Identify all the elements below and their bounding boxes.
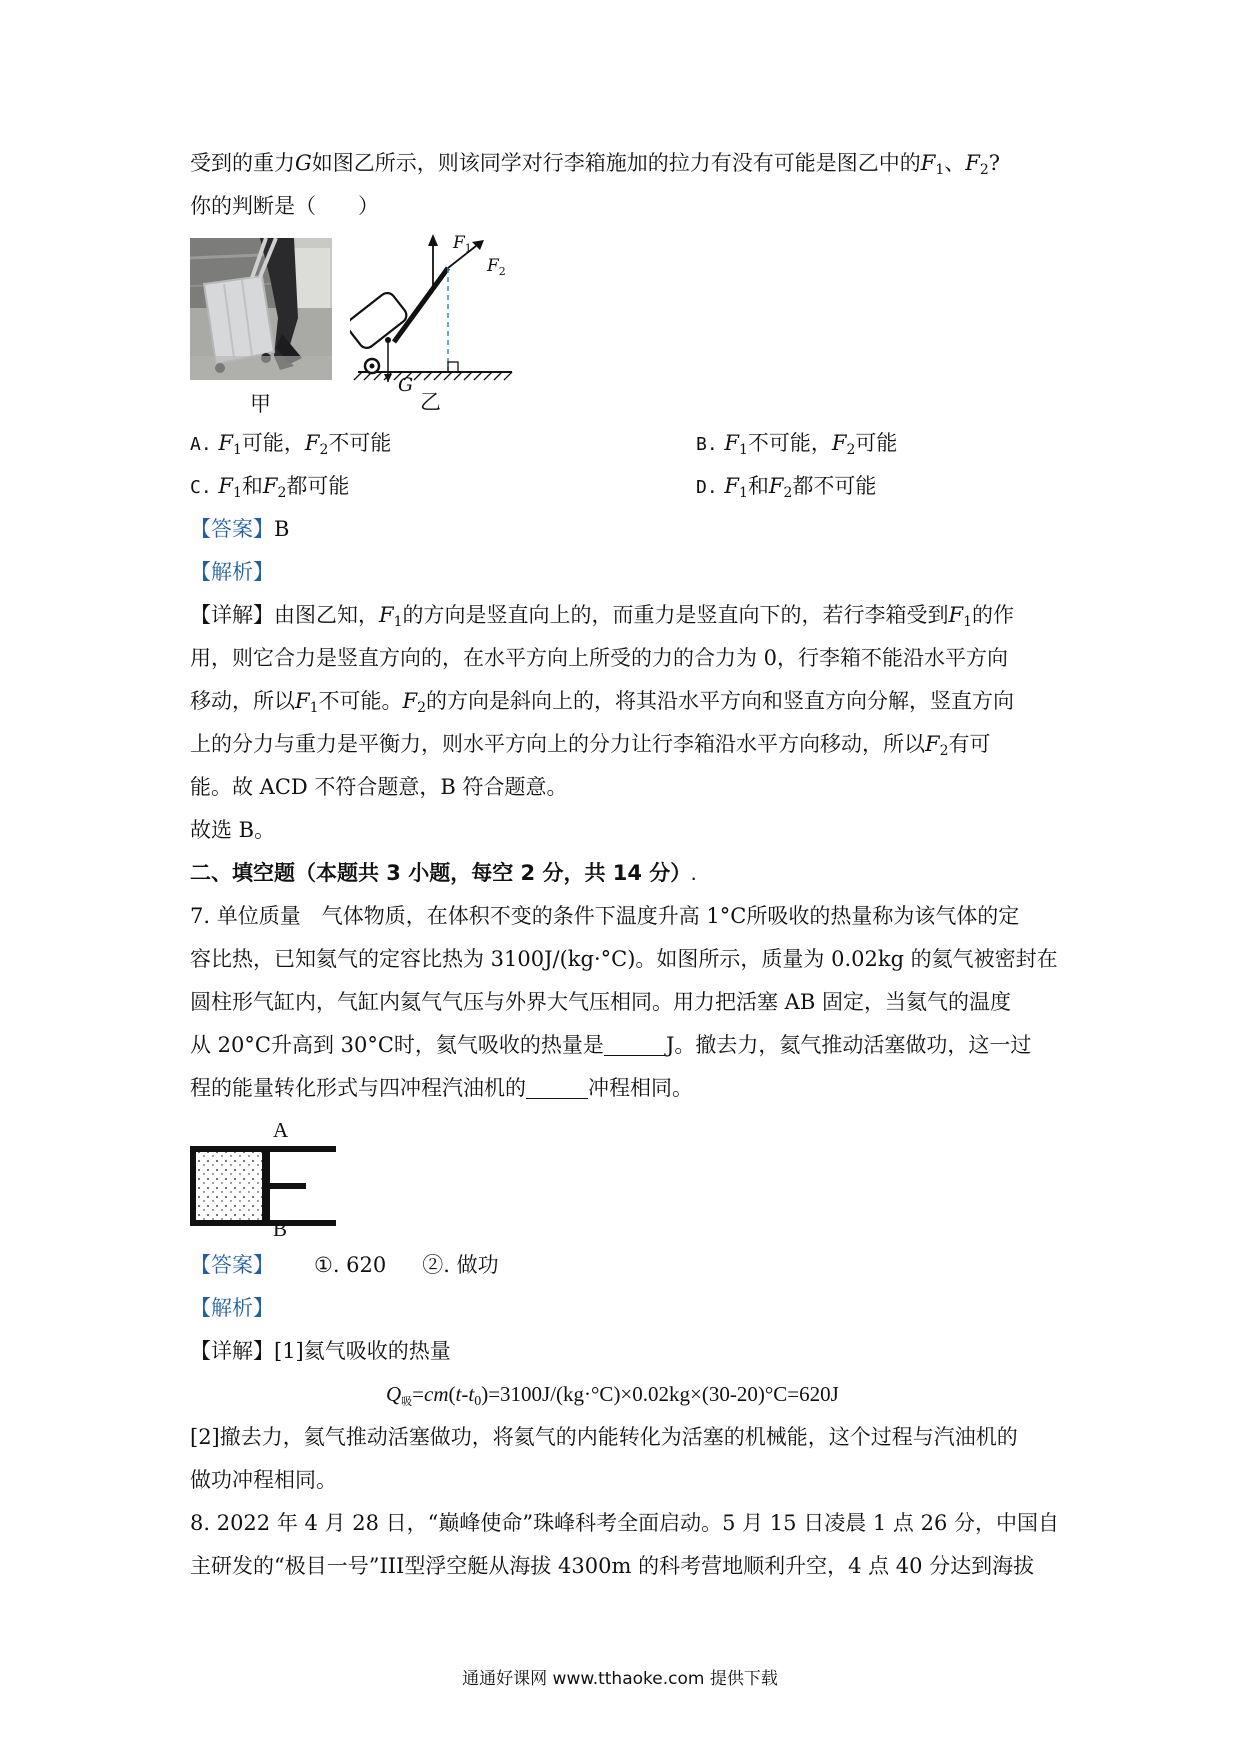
diagram-g-label: G	[398, 374, 414, 396]
piston-label-b: B	[273, 1217, 288, 1241]
q6-answer: 【答案】B	[190, 517, 290, 541]
q6-stem-line1: 受到的重力G如图乙所示，则该同学对行李箱施加的拉力有没有可能是图乙中的$F_1$、$F_2$?	[190, 151, 1001, 178]
q7-line4: 从 20°C升高到 30°C时，氦气吸收的热量是 J。撤去力，氦气推动活塞做功，这一过	[190, 1033, 1032, 1057]
q6-detail-line4: 上的分力与重力是平衡力，则水平方向上的分力让行李箱沿水平方向移动，所以$F_2$有可	[190, 732, 991, 759]
q7-detail-line1: 【详解】[1]氦气吸收的热量	[190, 1339, 451, 1363]
q8-line2: 主研发的“极目一号”III型浮空艇从海拔 4300m 的科考营地顺利升空，4 点 40 分达到海拔	[190, 1554, 1035, 1578]
option-b: B. $F_1$不可能，$F_2$可能	[696, 431, 898, 458]
q6-detail-line1: 【详解】由图乙知，$F_1$的方向是竖直向上的，而重力是竖直向下的，若行李箱受到$F_1$的作	[190, 603, 1014, 630]
diagram-f2-label: $F_2$	[487, 256, 506, 278]
answer-blank-2[interactable]	[526, 1076, 588, 1099]
q7-detail-line2: [2]撤去力，氦气推动活塞做功，将氦气的内能转化为活塞的机械能，这个过程与汽油机的	[190, 1425, 1018, 1449]
q7-line1: 7. 单位质量 气体物质，在体积不变的条件下温度升高 1°C所吸收的热量称为该气体的定	[190, 904, 1020, 928]
q7-line5: 程的能量转化形式与四冲程汽油机的 冲程相同。	[190, 1076, 693, 1100]
option-c: C. $F_1$和$F_2$都可能	[190, 474, 350, 501]
q6-detail-line3: 移动，所以$F_1$不可能。$F_2$的方向是斜向上的，将其沿水平方向和竖直方向分解，竖直方向	[190, 689, 1014, 716]
figure-yi-caption: 乙	[420, 390, 441, 414]
option-d: D. $F_1$和$F_2$都不可能	[696, 474, 877, 501]
force-diagram	[350, 232, 520, 382]
q6-detail-line5: 能。故 ACD 不符合题意，B 符合题意。	[190, 775, 568, 799]
q6-analysis-tag: 【解析】	[190, 560, 274, 584]
q6-stem-line2: 你的判断是（ ）	[190, 194, 379, 218]
q7-answer: 【答案】 ①. 620 ②. 做功	[190, 1253, 499, 1277]
q7-formula: $Q_吸=cm(t-t_0)=3100J/(kg\cdot^\circ C)\times 0.02kg\times(30-20)^\circ C=620J$	[386, 1382, 839, 1409]
q7-line2: 容比热，已知氦气的定容比热为 3100J/(kg·°C)。如图所示，质量为 0.02kg 的氦气被密封在	[190, 947, 1058, 971]
q6-detail-line6: 故选 B。	[190, 818, 276, 842]
section-2-heading: 二、填空题（本题共 3 小题，每空 2 分，共 14 分）.	[190, 861, 696, 885]
suitcase-photo	[190, 238, 332, 380]
option-a: A. $F_1$可能，$F_2$不可能	[190, 431, 392, 458]
answer-blank-1[interactable]	[604, 1033, 666, 1056]
q6-detail-line2: 用，则它合力是竖直方向的，在水平方向上所受的力的合力为 0，行李箱不能沿水平方向	[190, 646, 1009, 670]
q7-detail-line3: 做功冲程相同。	[190, 1468, 337, 1492]
piston-label-a: A	[273, 1118, 289, 1142]
cylinder-diagram	[188, 1140, 338, 1228]
diagram-f1-label: $F_1$	[453, 233, 472, 255]
figure-jia-caption: 甲	[250, 392, 271, 416]
q7-analysis-tag: 【解析】	[190, 1296, 274, 1320]
q7-line3: 圆柱形气缸内，气缸内氦气气压与外界大气压相同。用力把活塞 AB 固定，当氦气的温度	[190, 990, 1011, 1014]
page-footer: 通通好课网 www.tthaoke.com 提供下载	[462, 1669, 778, 1689]
q8-line1: 8. 2022 年 4 月 28 日，“巅峰使命”珠峰科考全面启动。5 月 15 日凌晨 1 点 26 分，中国自	[190, 1511, 1059, 1535]
